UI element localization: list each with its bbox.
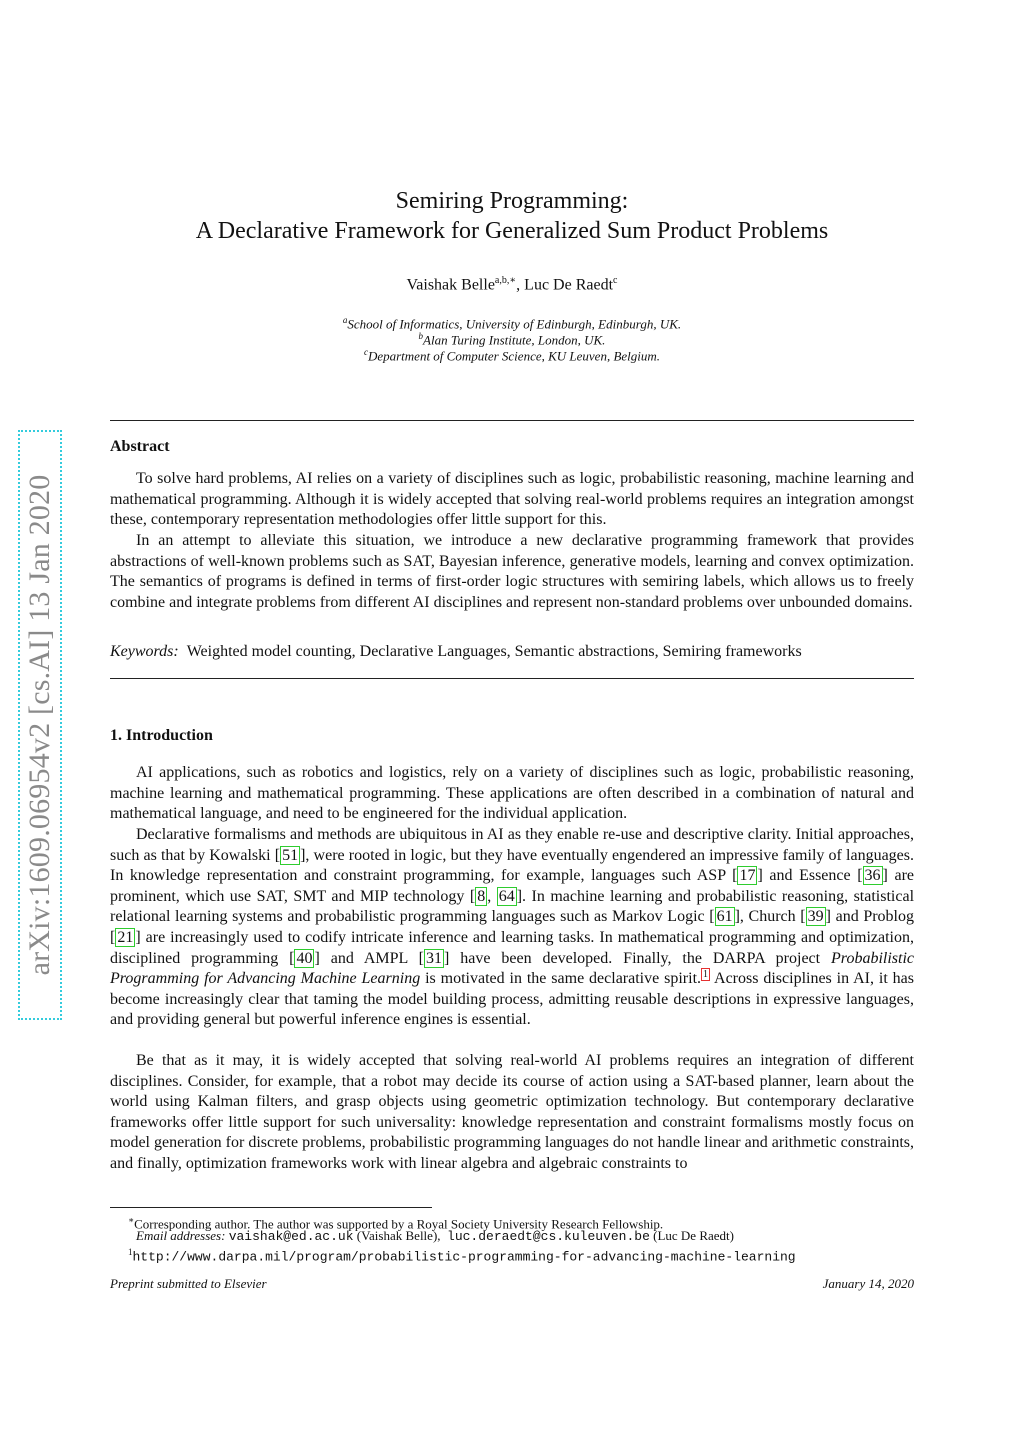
abstract-paragraph: In an attempt to alleviate this situation, we introduce a new declarative programming framework that provides abstractions of well-known problems such as SAT, Bayesian inference, generative models, learning and convex optimization. The semantics of programs is defined in terms of first-order logic structures with semiring labels, which allows us to freely combine and integrate problems from different AI disciplines and represent non-standard problems over unbounded domains.	[110, 532, 914, 611]
keywords-label: Keywords:	[110, 643, 179, 660]
footnote-link[interactable]: 1	[703, 968, 709, 980]
text-run: ], were rooted in logic, but they have eventually engendered an impressive family of languages. In knowledge representation and constraint programming, for example, languages such ASP [	[110, 846, 914, 885]
affiliation-text: School of Informatics, University of Edinburgh, Edinburgh, UK.	[347, 316, 682, 332]
text-run: ] are increasingly used to codify intricate inference and learning tasks. In mathematical programming and optimization, disciplined programming [	[110, 928, 914, 967]
author-name: Vaishak Belle	[406, 276, 495, 294]
citation-link[interactable]: 21	[117, 928, 134, 946]
footnote-url	[128, 1244, 932, 1265]
citation-link[interactable]: 36	[864, 867, 881, 885]
body-paragraph: Be that as it may, it is widely accepted that solving real-world AI problems requires an integration of different disciplines. Consider, for example, that a robot may decide its course of action using a SAT-based planner, learn about the world using Kalman filters, and grasp objects using geometric optimization technology. But contemporary declarative frameworks offer little support for such universality: knowledge representation and constraint formalisms mostly focus on model generation for discrete problems, probabilistic programming languages do not handle linear and arithmetic constraints, and finally, optimization frameworks work with linear algebra and algebraic constraints to	[110, 1052, 914, 1172]
project-title: Probabilistic Programming for Advancing Machine Learning	[110, 949, 914, 988]
citation-link[interactable]: 17	[739, 867, 756, 885]
footnote-rule	[110, 1207, 432, 1208]
text-run: ,	[487, 887, 497, 905]
affiliation-text: Department of Computer Science, KU Leuven, Belgium.	[367, 348, 661, 364]
citation-link[interactable]: 64	[498, 887, 515, 905]
citation-link[interactable]: 39	[807, 908, 824, 926]
footnote-text: Corresponding author. The author was supported by a Royal Society University Research Fellowship.	[134, 1216, 664, 1232]
text-run: ] and Essence [	[757, 867, 863, 885]
text-run: ], Church [	[734, 908, 806, 926]
footnote-mark: ∗	[128, 1215, 135, 1225]
text-run: ] and Problog [	[110, 908, 914, 946]
footer-preprint: Preprint submitted to Elsevier	[110, 1276, 267, 1291]
body-paragraph: AI applications, such as robotics and logistics, rely on a variety of disciplines such as logic, probabilistic reasoning, machine learning and mathematical programming. These applications are often described in a combination of natural and mathematical language, and need to be engineered for the individual application.	[110, 764, 914, 823]
text-run: ] are prominent, which use SAT, SMT and MIP technology [	[110, 867, 915, 905]
abstract-paragraph: To solve hard problems, AI relies on a variety of disciplines such as logic, probabilistic reasoning, machine learning and mathematical programming. Although it is widely accepted that solving real-world problems requires an integration amongst these, contemporary representation methodologies offer little support for this.	[110, 470, 914, 529]
affiliation	[110, 344, 914, 364]
email-owner: (Vaishak Belle),	[353, 1228, 441, 1243]
citation-link[interactable]: 8	[477, 887, 486, 905]
text-run: is motivated in the same declarative spirit.	[420, 970, 702, 988]
citation-link[interactable]: 51	[282, 846, 299, 864]
text-run: ] have been developed. Finally, the DARPA project	[444, 949, 832, 967]
footnote-mark: 1	[128, 1247, 133, 1257]
author-list	[110, 275, 914, 294]
text-run: Declarative formalisms and methods are ubiquitous in AI as they enable re-use and descriptive clarity. Initial approaches, such as that by Kowalski [	[110, 826, 914, 864]
author-affil-mark: a,b,∗	[494, 275, 517, 286]
arxiv-stamp-text: arXiv:1609.06954v2 [cs.AI] 13 Jan 2020	[23, 474, 56, 976]
affiliation-mark: c	[363, 347, 368, 357]
url-link[interactable]: http://www.darpa.mil/program/probabilistic-programming-for-advancing-machine-learning	[132, 1249, 796, 1265]
paper-title-line1: Semiring Programming:	[395, 188, 629, 214]
abstract-top-rule	[110, 420, 914, 421]
keywords-text: Weighted model counting, Declarative Languages, Semantic abstractions, Semiring frameworks	[186, 643, 802, 660]
section-heading: 1. Introduction	[110, 727, 213, 744]
abstract-bottom-rule	[110, 678, 914, 679]
affiliation-mark: a	[342, 315, 348, 325]
email-label: Email addresses:	[136, 1228, 226, 1243]
affiliation-text: Alan Turing Institute, London, UK.	[423, 332, 606, 348]
footer-date: January 14, 2020	[822, 1276, 914, 1291]
arxiv-stamp	[18, 430, 62, 1020]
email-link[interactable]: luc.deraedt@cs.kuleuven.be	[447, 1229, 650, 1244]
body-paragraph	[110, 825, 914, 1031]
text-run: ] and AMPL [	[314, 949, 424, 967]
author-separator: ,	[516, 276, 525, 294]
author-name: Luc De Raedt	[524, 276, 614, 294]
email-owner: (Luc De Raedt)	[649, 1228, 734, 1243]
paper-title-line2: A Declarative Framework for Generalized Sum Product Problems	[195, 218, 829, 244]
keywords	[110, 643, 802, 661]
text-run: Across disciplines in AI, it has become increasingly clear that taming the model building process, admitting reusable descriptions in expressive languages, and providing general but powerful inference engines is essential.	[110, 970, 915, 1029]
author-affil-mark: c	[613, 275, 618, 286]
abstract-heading: Abstract	[110, 438, 170, 455]
citation-link[interactable]: 40	[296, 949, 313, 967]
citation-link[interactable]: 61	[716, 908, 733, 926]
footnote-emails	[136, 1228, 940, 1245]
text-run: ]. In machine learning and probabilistic reasoning, statistical relational learning systems and probabilistic programming languages such as Markov Logic [	[110, 887, 915, 926]
affiliation-mark: b	[418, 331, 424, 341]
citation-link[interactable]: 31	[426, 949, 442, 967]
email-link[interactable]: vaishak@ed.ac.uk	[228, 1229, 354, 1244]
